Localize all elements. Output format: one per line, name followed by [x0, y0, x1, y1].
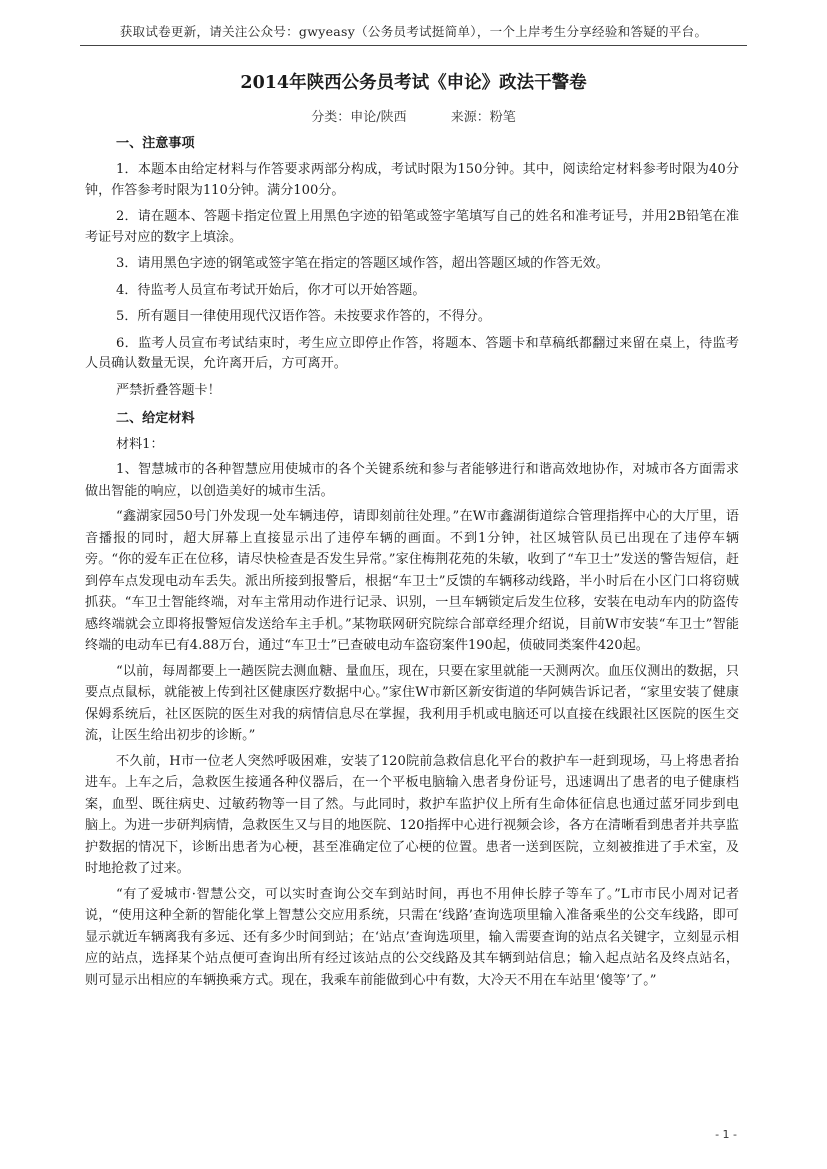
- material-paragraph-2: “鑫湖家园50号门外发现一处车辆违停，请即刻前往处理。”在W市鑫湖街道综合管理指挥中心的大厅里，语音播报的同时，超大屏幕上直接显示出了违停车辆的画面。不到1分钟，社区城管队员已出现在了违停车辆旁。“你的爱车正在位移，请尽快检查是否发生异常。”家住梅荆花苑的朱敏，收到了“车卫士”发送的警告短信，赶到停车点发现电动车丢失。派出所接到报警后，根据“车卫士”反馈的车辆移动线路，半小时后在小区门口将窃贼抓获。“车卫士智能终端，对车主常用动作进行记录、识别，一旦车辆锁定后发生位移，安装在电动车内的防盗传感终端就会立即将报警短信发送给车主手机。”某物联网研究院综合部章经理介绍说，目前W市安装“车卫士”智能终端的电动车已有4.88万台，通过“车卫士”已查破电动车盗窃案件190起，侦破同类案件420起。: [85, 509, 739, 653]
- material-paragraph-5: “有了爱城市·智慧公交，可以实时查询公交车到站时间，再也不用伸长脖子等车了。”L市市民小周对记者说，“使用这种全新的智能化掌上智慧公交应用系统，只需在‘线路’查询选项里输入准备乘坐的公交车线路，即可显示就近车辆离我有多远、还有多少时间到站；在‘站点’查询选项里，输入需要查询的站点名关键字，立刻显示相应的站点，选择某个站点便可查询出所有经过该站点的公交线路及其车辆到站信息；输入起点站名及终点站名，则可显示出相应的车辆换乘方式。现在，我乘车前能做到心中有数，大冷天不用在车站里‘傻等’了。”: [85, 886, 739, 988]
- document-meta: [0, 106, 827, 125]
- note-item-2: 2．请在题本、答题卡指定位置上用黑色字迹的铅笔或签字笔填写自己的姓名和准考证号，并用2B铅笔在准考证号对应的数字上填涂。: [85, 209, 739, 245]
- note-item-3: 3．请用黑色字迹的钢笔或签字笔在指定的答题区域作答，超出答题区域的作答无效。: [116, 256, 609, 271]
- note-item-1: 1．本题本由给定材料与作答要求两部分构成，考试时限为150分钟。其中，阅读给定材料参考时限为40分钟，作答参考时限为110分钟。满分100分。: [85, 162, 739, 198]
- section-heading-notes: 一、注意事项: [116, 136, 195, 151]
- material-label: 材料1：: [116, 437, 164, 452]
- note-warning: 严禁折叠答题卡！: [116, 382, 221, 398]
- material-paragraph-1: 1、智慧城市的各种智慧应用使城市的各个关键系统和参与者能够进行和谐高效地协作，对城市各方面需求做出智能的响应，以创造美好的城市生活。: [85, 462, 739, 499]
- header-notice: 获取试卷更新，请关注公众号：gwyeasy（公务员考试挺简单），一个上岸考生分享经验和答疑的平台。: [119, 24, 708, 39]
- material-paragraph-3: “以前，每周都要上一趟医院去测血糖、量血压，现在，只要在家里就能一天测两次。血压仪测出的数据，只要点点鼠标，就能被上传到社区健康医疗数据中心。”家住W市新区新安街道的华阿姨告诉记者，“家里安装了健康保姆系统后，社区医院的医生对我的病情信息尽在掌握，我利用手机或电脑还可以直接在线跟社区医院的医生交流，让医生给出初步的诊断。”: [85, 663, 739, 743]
- page-number: - 1 -: [715, 1128, 737, 1141]
- page-title: 2014年陕西公务员考试《申论》政法干警卷: [240, 73, 587, 93]
- material-paragraph-4: 不久前，H市一位老人突然呼吸困难，安装了120院前急救信息化平台的救护车一赶到现场，马上将患者抬进车。上车之后，急救医生接通各种仪器后，在一个平板电脑输入患者身份证号，迅速调出了患者的电子健康档案，血型、既往病史、过敏药物等一目了然。与此同时，救护车监护仪上所有生命体征信息也通过蓝牙同步到电脑上。为进一步研判病情，急救医生又与目的地医院、120指挥中心进行视频会诊，各方在清晰看到患者并共享监护数据的情况下，诊断出患者为心梗，甚至准确定位了心梗的位置。患者一送到医院，立刻被推进了手术室，及时地抢救了过来。: [85, 753, 739, 876]
- header-divider: [80, 45, 747, 46]
- note-item-6: 6．监考人员宣布考试结束时，考生应立即停止作答，将题本、答题卡和草稿纸都翻过来留在桌上，待监考人员确认数量无误，允许离开后，方可离开。: [85, 335, 739, 371]
- meta-source: 来源：粉笔: [450, 110, 516, 125]
- document-body: [85, 126, 739, 991]
- meta-category: 分类：申论/陕西: [311, 110, 407, 125]
- section-heading-materials: 二、给定材料: [116, 411, 195, 426]
- note-item-5: 5．所有题目一律使用现代汉语作答。未按要求作答的，不得分。: [116, 309, 491, 324]
- note-item-4: 4．待监考人员宣布考试开始后，你才可以开始答题。: [116, 282, 426, 298]
